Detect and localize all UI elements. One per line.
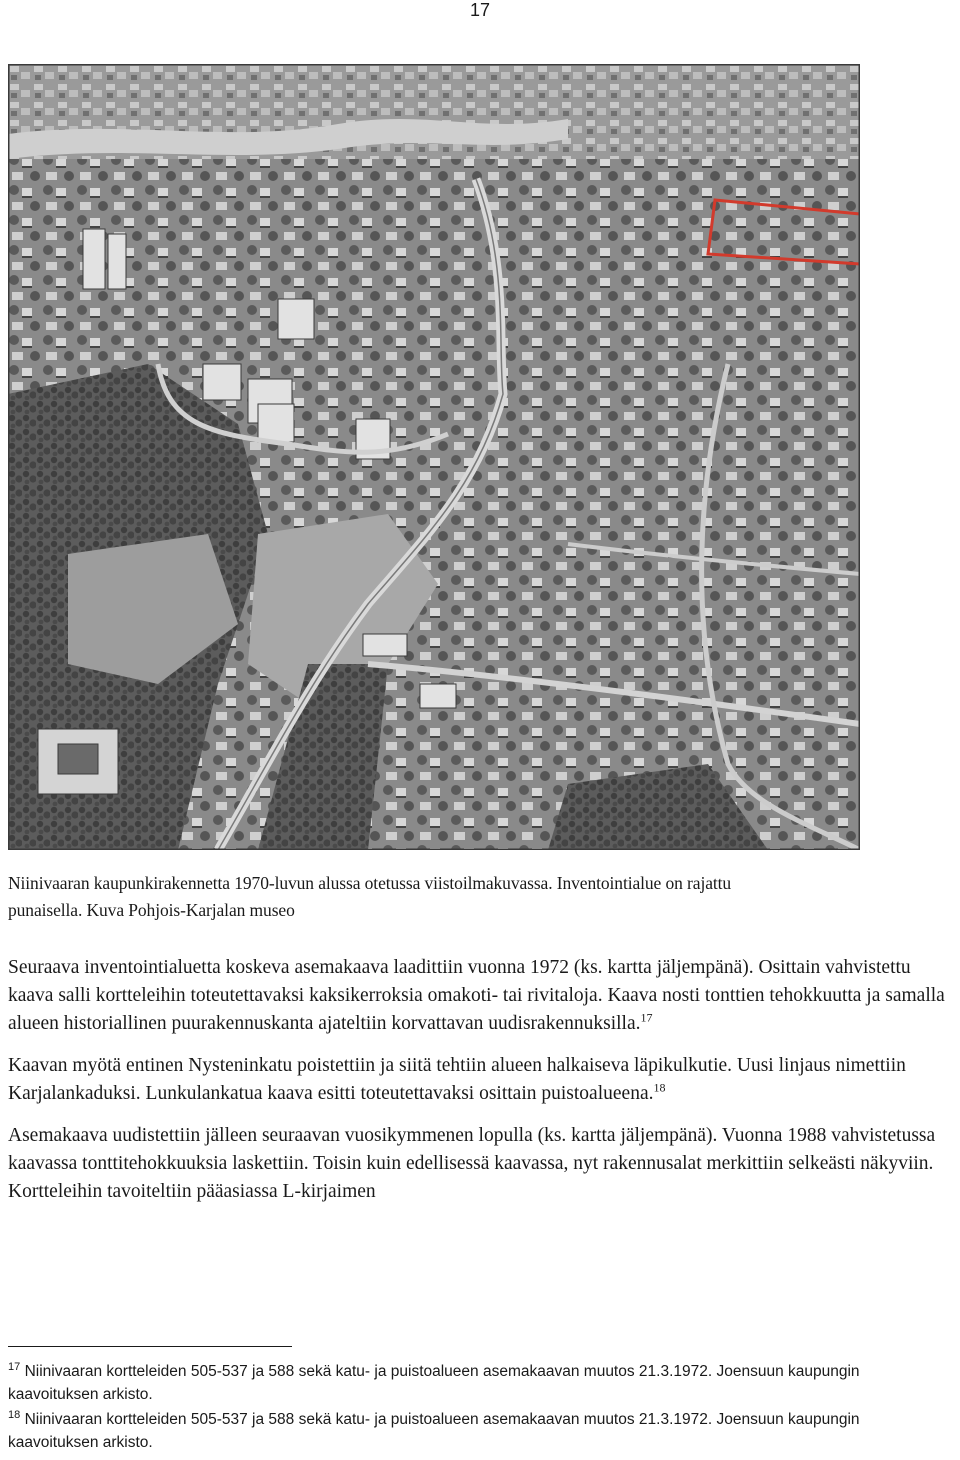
paragraph-2: Kaavan myötä entinen Nysteninkatu poistettiin ja siitä tehtiin alueen halkaiseva läpikulkutie. Uusi linjaus nimettiin Karjalankaduksi. Lunkulankatua kaava esitti toteutettavaksi osittain puistoalueena.$^{18}$	[8, 1055, 906, 1104]
footnote-18: $^{18}$ Niinivaaran kortteleiden 505-537 ja 588 sekä katu- ja puistoalueen asemakaavan muutos 21.3.1972. Joensuun kaupungin kaavoituksen arkisto.	[8, 1408, 860, 1451]
caption-line-1: Niinivaaran kaupunkirakennetta 1970-luvun alussa otetussa viistoilmakuvassa. Inventointialue on rajattu	[8, 873, 732, 893]
footnote-ref-17[interactable]: 17	[640, 1010, 653, 1025]
paragraph-1: Seuraava inventointialuetta koskeva asemakaava laadittiin vuonna 1972 (ks. kartta jäljempänä). Osittain vahvistettu kaava salli kortteleihin toteutettavaksi kaksikerroksia omakoti- tai rivitaloja. Kaava nosti tonttien tehokkuutta ja samalla alueen historiallinen puurakennuskanta ajateltiin korvattavan uudisrakennuksilla.$^{17}$	[8, 957, 945, 1034]
caption-line-2: punaisella. Kuva Pohjois-Karjalan museo	[8, 900, 295, 920]
footnote-17: $^{17}$ Niinivaaran kortteleiden 505-537 ja 588 sekä katu- ja puistoalueen asemakaavan muutos 21.3.1972. Joensuun kaupungin kaavoituksen arkisto.	[8, 1360, 860, 1403]
paragraph-3: Asemakaava uudistettiin jälleen seuraavan vuosikymmenen lopulla (ks. kartta jäljempänä). Vuonna 1988 vahvistetussa kaavassa tonttitehokkuuksia laskettiin. Toisin kuin edellisessä kaavassa, nyt rakennusalat merkittiin selkeästi näkyviin. Kortteleihin tavoiteltiin pääasiassa L-kirjaimen	[8, 1125, 936, 1202]
footnote-divider	[8, 1346, 292, 1347]
aerial-photo-illustration	[8, 64, 860, 850]
body-text	[8, 954, 956, 1206]
page-number: 17	[469, 0, 491, 20]
footnotes	[8, 1360, 948, 1456]
figure-caption	[8, 870, 948, 924]
aerial-photo	[8, 64, 860, 850]
footnote-ref-18[interactable]: 18	[653, 1080, 666, 1095]
